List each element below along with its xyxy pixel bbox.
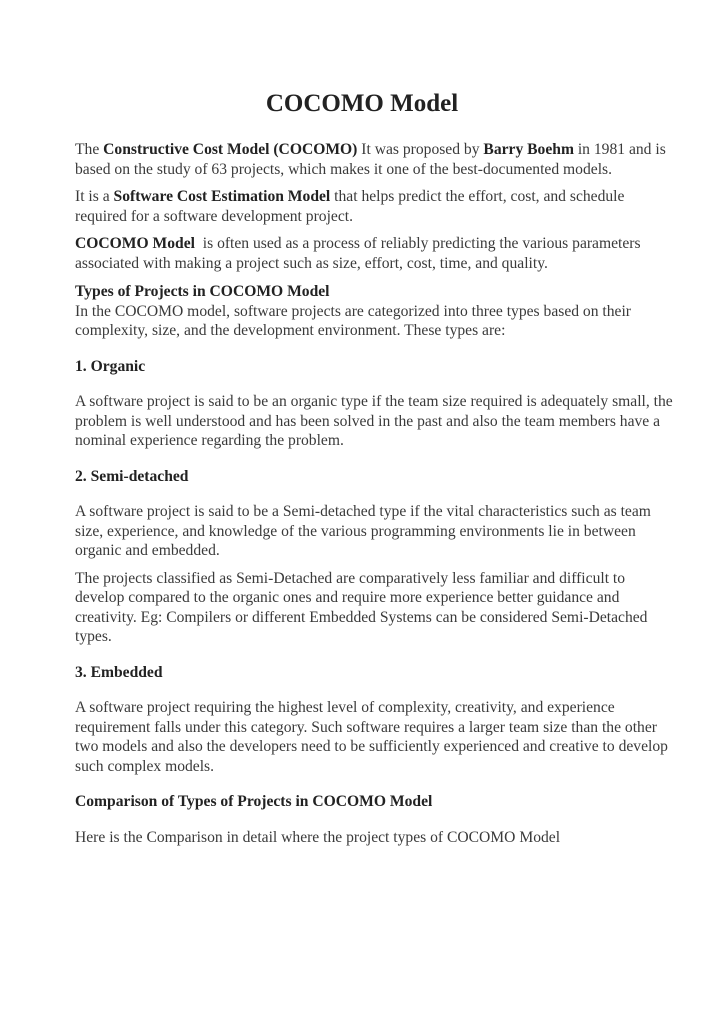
types-heading: Types of Projects in COCOMO Model <box>75 283 330 300</box>
embedded-text: A software project requiring the highest level of complexity, creativity, and experience requirement falls under this category. Such software requires a larger team size than the other two models and also the developers need to be sufficiently experienced and creative to develop such complex models. <box>75 699 668 775</box>
intro-text: that helps predict the effort, cost, and schedule required for a software development project. <box>75 188 625 225</box>
organic-text: A software project is said to be an organic type if the team size required is adequately small, the problem is well understood and has been solved in the past and also the team members have a nominal experience regarding the problem. <box>75 393 673 449</box>
intro-paragraph-1 <box>75 140 675 179</box>
author-name: Barry Boehm <box>483 141 574 158</box>
page-title: COCOMO Model <box>265 90 459 117</box>
semi-detached-heading: 2. Semi-detached <box>75 467 189 485</box>
intro-text: in 1981 and is based on the study of 63 projects, which makes it one of the best-documented models. <box>75 141 666 178</box>
intro-paragraph-3 <box>75 234 675 273</box>
semi-detached-text-2: The projects classified as Semi-Detached are comparatively less familiar and difficult to develop compared to the organic ones and require more experience better guidance and creativity. Eg: Compilers or different Embedded Systems can be considered Semi-Detached types. <box>75 569 648 645</box>
semi-detached-text-1: A software project is said to be a Semi-detached type if the vital characteristics such as team size, experience, and knowledge of the various programming environments lie in between organic and embedded. <box>75 503 651 559</box>
estimation-term: Software Cost Estimation Model <box>113 188 331 205</box>
intro-text: It was proposed by <box>357 141 484 158</box>
intro-text: is often used as a process of reliably predicting the various parameters associated with making a project such as size, effort, cost, time, and quality. <box>75 235 645 272</box>
organic-heading: 1. Organic <box>75 357 146 375</box>
cocomo-term: Constructive Cost Model (COCOMO) <box>103 141 358 158</box>
types-intro: In the COCOMO model, software projects are categorized into three types based on their complexity, size, and the development environment. These types are: <box>75 302 631 339</box>
document-body <box>75 140 675 847</box>
intro-text: The <box>75 141 104 158</box>
comparison-heading: Comparison of Types of Projects in COCOMO Model <box>75 793 433 810</box>
intro-paragraph-2 <box>75 187 675 226</box>
model-term: COCOMO Model <box>75 235 195 252</box>
intro-text: It is a <box>75 188 114 205</box>
comparison-text: Here is the Comparison in detail where the project types of COCOMO Model <box>75 828 561 846</box>
embedded-heading: 3. Embedded <box>75 663 163 681</box>
